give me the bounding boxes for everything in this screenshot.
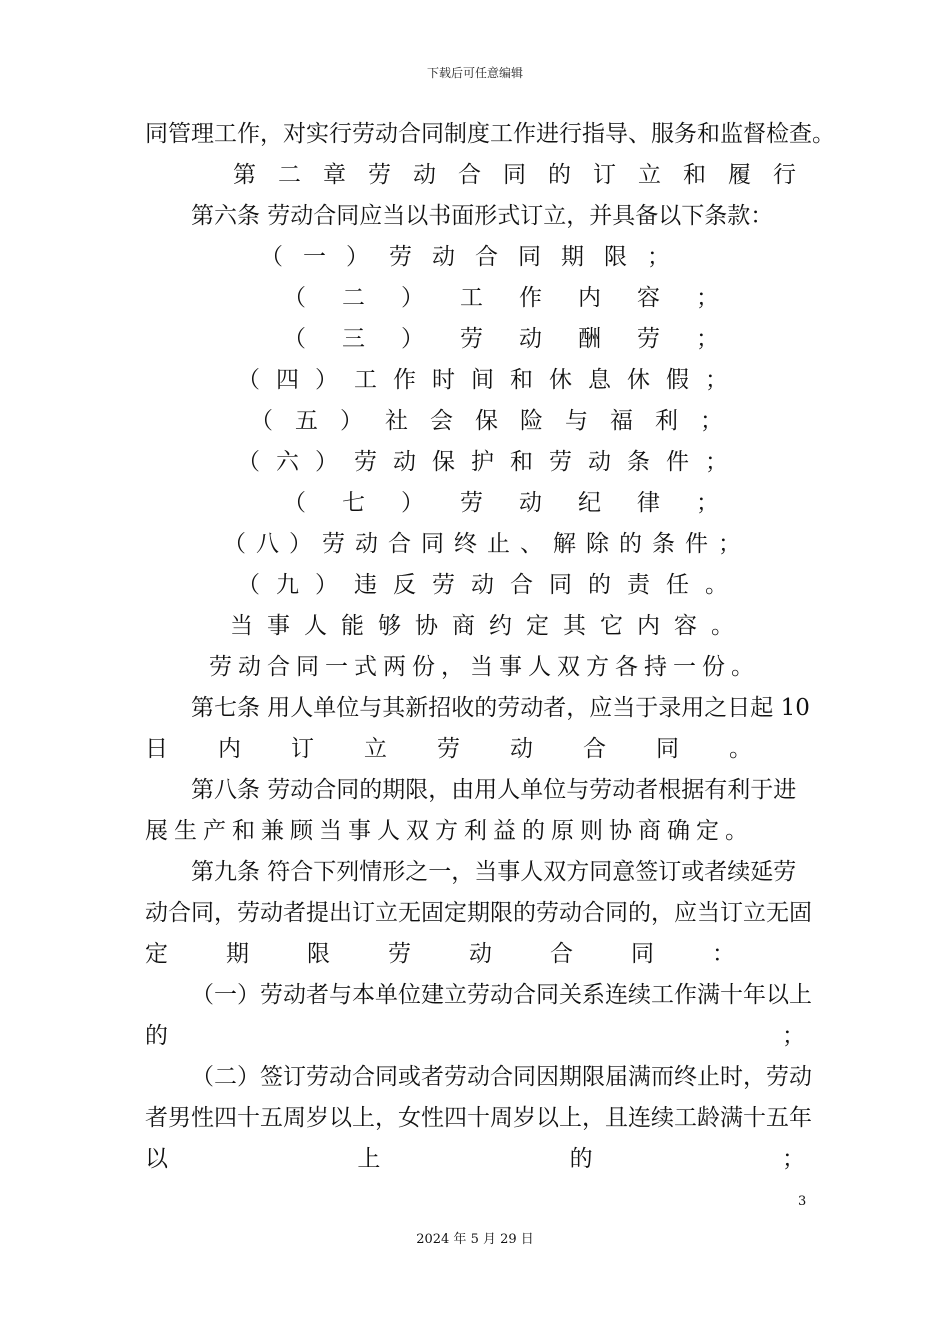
article-seven: 第七条 用人单位与其新招收的劳动者，应当于录用之日起 10 [191, 695, 810, 721]
text-line: 展生产和兼顾当事人双方利益的原则协商确定。 [145, 818, 754, 844]
text-fragment: 上 [357, 1146, 381, 1172]
text-line: 当事人能够协商约定其它内容。 [230, 613, 748, 639]
clause-line: （四）工作时间和休息休假； [237, 367, 744, 393]
text-line: 同管理工作，对实行劳动合同制度工作进行指导、服务和监督检查。 [145, 121, 835, 147]
clause-line: （六）劳动保护和劳动条件； [237, 449, 744, 475]
text-fragment: ； [781, 1146, 805, 1172]
article-eight: 第八条 劳动合同的期限，由用人单位与劳动者根据有利于进 [191, 777, 797, 803]
text-line [145, 1016, 805, 1056]
text-line: 定期限劳动合同： [145, 941, 793, 967]
text-fragment: ； [782, 1023, 805, 1049]
clause-line: （二）工作内容； [283, 285, 755, 311]
text-line: 日内订立劳动合同。 [145, 736, 802, 762]
clause-line: （五）社会保险与福利； [250, 408, 745, 434]
clause-line: （一）劳动者与本单位建立劳动合同关系连续工作满十年以上 [191, 982, 812, 1008]
clause-line: （八）劳动合同终止、解除的条件； [223, 531, 751, 557]
text-line: 动合同，劳动者提出订立无固定期限的劳动合同的，应当订立无固 [145, 900, 812, 926]
clause-line: （七）劳动纪律； [283, 490, 755, 516]
clause-line: （三）劳动酬劳； [283, 326, 755, 352]
page-header: 下载后可任意编辑 [426, 66, 523, 80]
chapter-heading: 第二章劳动合同的订立和履行 [233, 162, 818, 188]
text-fragment: 的 [569, 1146, 593, 1172]
article-six: 第六条 劳动合同应当以书面形式订立，并具备以下条款： [191, 203, 774, 229]
article-nine: 第九条 符合下列情形之一，当事人双方同意签订或者续延劳 [191, 859, 797, 885]
clause-line: （九）违反劳动合同的责任。 [237, 572, 744, 598]
clause-line: （一）劳动合同期限； [260, 244, 690, 270]
text-line: 者男性四十五周岁以上，女性四十周岁以上，且连续工龄满十五年 [145, 1105, 812, 1131]
page-footer-date: 2024 年 5 月 29 日 [416, 1232, 534, 1247]
clause-line: （二）签订劳动合同或者劳动合同因期限届满而终止时，劳动 [191, 1064, 812, 1090]
text-line [145, 1139, 805, 1179]
text-fragment: 以 [145, 1146, 168, 1172]
text-line: 劳动合同一式两份，当事人双方各持一份。 [209, 654, 760, 680]
page-number: 3 [798, 1194, 807, 1209]
text-fragment: 的 [145, 1023, 168, 1049]
